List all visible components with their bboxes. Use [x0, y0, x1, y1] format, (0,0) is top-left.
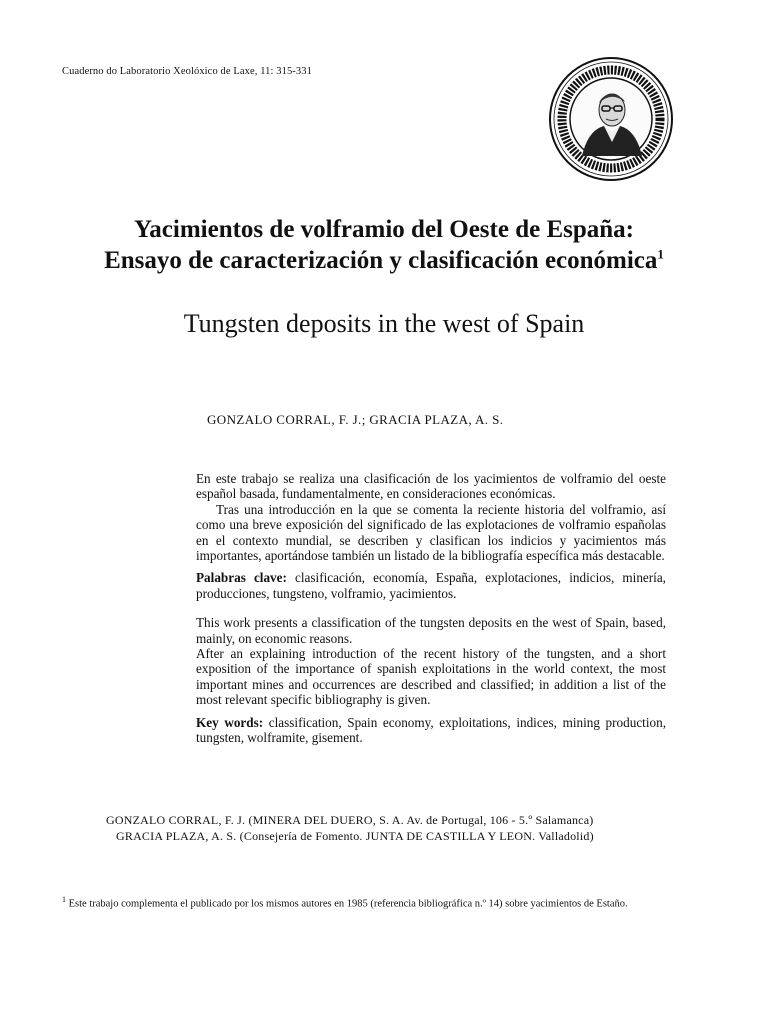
paper-title-en: Tungsten deposits in the west of Spain: [183, 309, 585, 338]
abstract-en-paragraph-1: This work presents a classification of the tungsten deposits en the west of Spain, based, mainly, on economic reasons.: [196, 615, 666, 646]
paper-title-es: [40, 214, 728, 276]
institutional-seal-portrait-icon: [548, 56, 674, 182]
resumen-paragraph-2: Tras una introducción en la que se comenta la reciente historia del volframio, así como una breve exposición del significado de las explotaciones de volframio españolas en el contexto mundial, se describen y clasifican los indicios y yacimientos más importantes, aportándose también un listado de la bibliografía específica más destacable.: [196, 501, 666, 564]
key-words-list: classification, Spain economy, exploitations, indices, mining production, tungsten, wolframite, gisement.: [196, 714, 666, 746]
footnote-mark: 1: [62, 895, 66, 904]
abstract-block: [196, 471, 666, 746]
key-words-label: Key words:: [196, 714, 264, 730]
journal-citation: Cuaderno do Laboratorio Xeolóxico de Laxe, 11: 315-331: [62, 66, 312, 77]
palabras-clave-list: clasificación, economía, España, explotaciones, indicios, minería, producciones, tungsteno, volframio, yacimientos.: [196, 570, 666, 601]
affiliation-2: GRACIA PLAZA, A. S. (Consejería de Fomento. JUNTA DE CASTILLA Y LEON. Valladolid): [116, 828, 594, 843]
footnote-text: Este trabajo complementa el publicado por los mismos autores en 1985 (referencia bibliográfica n.º 14) sobre yacimientos de Estaño.: [66, 898, 628, 910]
palabras-clave-label: Palabras clave:: [196, 570, 287, 586]
author-list: GONZALO CORRAL, F. J.; GRACIA PLAZA, A. S.: [207, 412, 504, 427]
key-words: [196, 715, 666, 746]
title-footnote-mark: 1: [657, 246, 664, 262]
title-line-1: Yacimientos de volframio del Oeste de España:: [134, 216, 634, 243]
author-affiliations: [106, 813, 594, 844]
title-line-2: Ensayo de caracterización y clasificación económica: [104, 247, 658, 274]
footnote: [62, 893, 668, 912]
resumen-paragraph-1: En este trabajo se realiza una clasificación de los yacimientos de volframio del oeste español basada, fundamentalmente, en consideraciones económicas.: [196, 471, 666, 502]
abstract-en-paragraph-2: After an explaining introduction of the recent history of the tungsten, and a short exposition of the importance of spanish exploitations in the world context, the most important mines and occurrences are described and classified; in addition a list of the most relevant specific bibliography is given.: [196, 646, 666, 708]
palabras-clave: [196, 570, 666, 601]
affiliation-1: GONZALO CORRAL, F. J. (MINERA DEL DUERO, S. A. Av. de Portugal, 106 - 5.º Salamanca): [106, 813, 594, 827]
